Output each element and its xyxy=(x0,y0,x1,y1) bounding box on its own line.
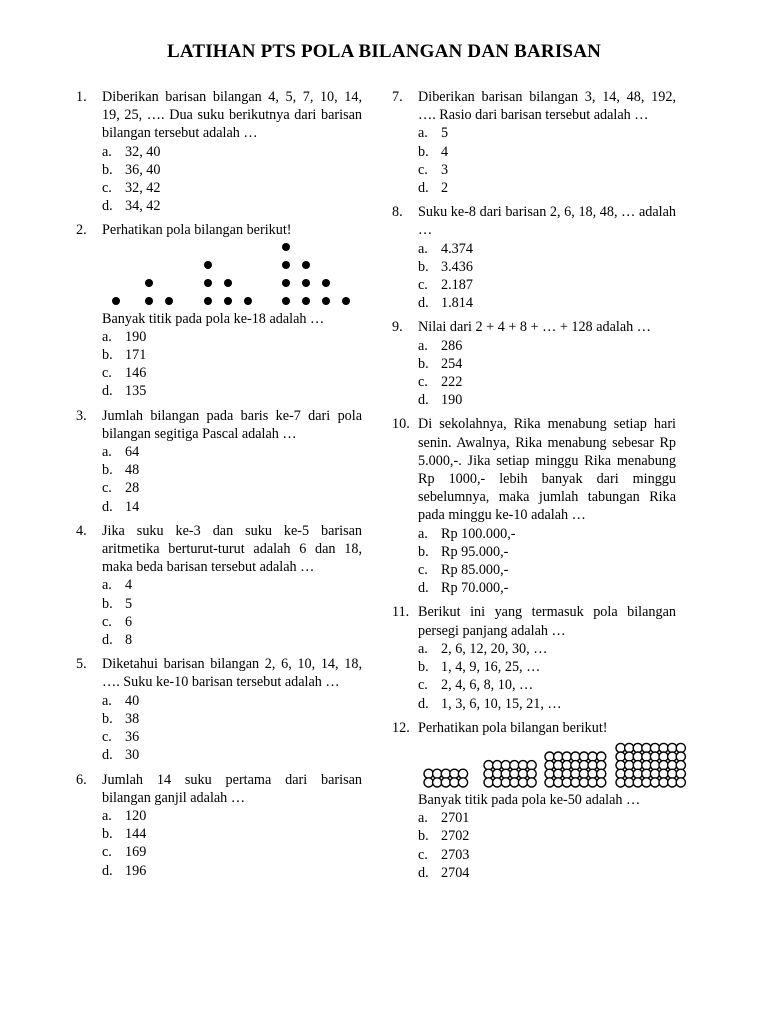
dot xyxy=(633,778,642,787)
dot xyxy=(554,761,563,770)
options xyxy=(418,240,676,313)
option[interactable]: b. 38 xyxy=(102,710,140,727)
dot xyxy=(642,743,651,752)
question-text: Di sekolahnya, Rika menabung setiap hari senin. Awalnya, Rika menabung sebesar Rp 5.000,-. Jika setiap minggu Rika menabung Rp 1000,- lebih banyak dari minggu sebelumnya, maka jumlah tabungan Rika pada minggu ke-10 adalah … xyxy=(418,416,676,524)
dot xyxy=(493,769,502,778)
dot xyxy=(676,778,685,787)
option[interactable]: b. 48 xyxy=(102,462,140,479)
dot xyxy=(616,743,625,752)
dot xyxy=(450,769,459,778)
option[interactable]: d. 135 xyxy=(102,383,147,400)
options xyxy=(102,807,362,880)
dot xyxy=(510,778,519,787)
question-number: 12. xyxy=(392,719,410,736)
option[interactable]: d. 8 xyxy=(102,632,133,649)
question-text: Jumlah bilangan pada baris ke-7 dari pola bilangan segitiga Pascal adalah … xyxy=(102,407,362,442)
option[interactable]: d. 1, 3, 6, 10, 15, 21, … xyxy=(418,695,562,712)
question-number: 7. xyxy=(392,89,403,105)
options xyxy=(418,640,676,713)
dot xyxy=(659,761,668,770)
dot xyxy=(659,778,668,787)
option[interactable]: d. 34, 42 xyxy=(102,198,161,215)
option[interactable]: b. 144 xyxy=(102,826,147,843)
option[interactable]: c. 6 xyxy=(102,613,133,630)
dot xyxy=(650,778,659,787)
dot xyxy=(676,752,685,761)
dot xyxy=(433,778,442,787)
option[interactable]: c. 28 xyxy=(102,480,140,497)
option[interactable]: a. 190 xyxy=(102,328,147,345)
dot xyxy=(597,778,606,787)
options xyxy=(418,525,676,598)
dot xyxy=(668,761,677,770)
dot xyxy=(424,778,433,787)
option[interactable]: a. 4.374 xyxy=(418,240,473,257)
dot xyxy=(458,778,467,787)
question-text-after: Banyak titik pada pola ke-50 adalah … xyxy=(418,791,641,808)
rectangular-dot-pattern-figure xyxy=(418,737,688,791)
question-text: Perhatikan pola bilangan berikut! xyxy=(418,719,608,736)
question-number: 3. xyxy=(76,407,87,424)
option[interactable]: d. 2704 xyxy=(418,864,470,881)
dot xyxy=(484,778,493,787)
dot xyxy=(554,778,563,787)
option[interactable]: c. 3 xyxy=(418,161,449,178)
dot xyxy=(562,769,571,778)
dot xyxy=(579,778,588,787)
dot xyxy=(510,761,519,770)
dot xyxy=(659,743,668,752)
dot xyxy=(642,752,651,761)
option[interactable]: c. 2703 xyxy=(418,846,470,863)
question-text: Diberikan barisan bilangan 3, 14, 48, 192, …. Rasio dari barisan tersebut adalah … xyxy=(418,89,676,124)
question-number: 10. xyxy=(392,416,410,433)
dot xyxy=(458,769,467,778)
dot xyxy=(668,769,677,778)
option[interactable]: a. 32, 40 xyxy=(102,143,161,160)
dot xyxy=(597,752,606,761)
question-number: 11. xyxy=(392,604,410,621)
options xyxy=(418,124,676,197)
question-2 xyxy=(76,221,362,400)
dot xyxy=(527,761,536,770)
question-text: Perhatikan pola bilangan berikut! xyxy=(102,222,292,239)
question-text: Diberikan barisan bilangan 4, 5, 7, 10, 14, 19, 25, …. Dua suku berikutnya dari barisan bilangan tersebut adalah … xyxy=(102,89,362,142)
page-title: LATIHAN PTS POLA BILANGAN DAN BARISAN xyxy=(166,41,602,62)
dot xyxy=(597,761,606,770)
options xyxy=(102,143,362,216)
dot xyxy=(650,761,659,770)
question-number: 6. xyxy=(76,771,87,788)
dot xyxy=(441,769,450,778)
option[interactable]: a. 2, 6, 12, 20, 30, … xyxy=(418,640,548,657)
question-1 xyxy=(76,88,362,215)
option[interactable]: d. 190 xyxy=(418,392,463,409)
dot xyxy=(484,769,493,778)
dot xyxy=(588,752,597,761)
question-6 xyxy=(76,771,362,880)
question-12 xyxy=(392,719,676,882)
question-text: Jumlah 14 suku pertama dari barisan bilangan ganjil adalah … xyxy=(102,771,362,806)
dot xyxy=(562,752,571,761)
dot xyxy=(518,761,527,770)
dot xyxy=(579,769,588,778)
dot xyxy=(579,761,588,770)
dot xyxy=(562,761,571,770)
dot xyxy=(616,752,625,761)
question-text: Diketahui barisan bilangan 2, 6, 10, 14, 18, …. Suku ke-10 barisan tersebut adalah … xyxy=(102,656,362,691)
option[interactable]: d. Rp 70.000,- xyxy=(418,580,509,597)
option[interactable]: b. 2702 xyxy=(418,828,470,845)
dot xyxy=(668,743,677,752)
dot xyxy=(597,769,606,778)
option[interactable]: a. Rp 100.000,- xyxy=(418,525,516,542)
option[interactable]: c. 146 xyxy=(102,365,147,382)
option[interactable]: b. Rp 95.000,- xyxy=(418,543,509,560)
dot xyxy=(450,778,459,787)
dot xyxy=(659,752,668,761)
dot xyxy=(633,743,642,752)
question-text: Suku ke-8 dari barisan 2, 6, 18, 48, … adalah … xyxy=(418,204,676,239)
option[interactable]: b. 36, 40 xyxy=(102,161,161,178)
dot xyxy=(633,761,642,770)
option[interactable]: b. 4 xyxy=(418,143,449,160)
option[interactable]: b. 5 xyxy=(102,595,133,612)
question-number: 5. xyxy=(76,656,87,673)
dot xyxy=(668,752,677,761)
dot xyxy=(554,752,563,761)
question-number: 2. xyxy=(76,222,87,239)
dot xyxy=(571,769,580,778)
dot xyxy=(501,778,510,787)
right-column xyxy=(392,88,676,888)
dot xyxy=(545,761,554,770)
option[interactable]: d. 196 xyxy=(102,862,147,879)
dot xyxy=(545,752,554,761)
question-number: 9. xyxy=(392,319,403,336)
option[interactable]: a. 2701 xyxy=(418,810,470,827)
dot xyxy=(625,743,634,752)
dot xyxy=(616,761,625,770)
dot xyxy=(545,778,554,787)
dot xyxy=(650,743,659,752)
options xyxy=(418,337,676,410)
dot xyxy=(676,761,685,770)
question-7 xyxy=(392,88,676,197)
option[interactable]: c. 169 xyxy=(102,844,147,861)
question-number: 8. xyxy=(392,204,403,221)
dot xyxy=(554,769,563,778)
dot xyxy=(625,769,634,778)
dot xyxy=(588,778,597,787)
question-text-after: Banyak titik pada pola ke-18 adalah … xyxy=(102,310,325,327)
dot xyxy=(571,761,580,770)
question-10 xyxy=(392,415,676,597)
dot xyxy=(588,769,597,778)
option[interactable]: d. 1.814 xyxy=(418,295,473,312)
dot xyxy=(518,769,527,778)
option[interactable]: a. 286 xyxy=(418,337,463,354)
dot xyxy=(676,743,685,752)
option[interactable]: d. 14 xyxy=(102,498,140,515)
question-3 xyxy=(76,407,362,516)
options xyxy=(102,328,362,401)
left-column xyxy=(76,88,362,886)
options xyxy=(102,576,362,649)
question-9 xyxy=(392,318,676,409)
dot xyxy=(642,761,651,770)
triangular-dot-pattern-figure xyxy=(102,240,362,310)
option[interactable]: c. 2.187 xyxy=(418,277,473,294)
dot xyxy=(633,752,642,761)
option[interactable]: b. 3.436 xyxy=(418,258,473,275)
dot xyxy=(625,778,634,787)
dot xyxy=(433,769,442,778)
question-text: Nilai dari 2 + 4 + 8 + … + 128 adalah … xyxy=(418,319,651,336)
option[interactable]: a. 64 xyxy=(102,444,140,461)
dot xyxy=(579,752,588,761)
option[interactable]: c. 222 xyxy=(418,374,463,391)
dot xyxy=(501,769,510,778)
dot xyxy=(484,761,493,770)
dot xyxy=(588,761,597,770)
dot xyxy=(545,769,554,778)
question-8 xyxy=(392,203,676,312)
dot xyxy=(493,778,502,787)
option[interactable]: a. 5 xyxy=(418,125,449,142)
options xyxy=(102,692,362,765)
options xyxy=(102,443,362,516)
question-text: Jika suku ke-3 dan suku ke-5 barisan aritmetika berturut-turut adalah 6 dan 18, maka beda barisan tersebut adalah … xyxy=(102,522,362,576)
dot xyxy=(642,778,651,787)
option[interactable]: b. 1, 4, 9, 16, 25, … xyxy=(418,659,541,676)
dot xyxy=(650,752,659,761)
option[interactable]: b. 171 xyxy=(102,347,147,364)
dot xyxy=(527,769,536,778)
dot xyxy=(616,778,625,787)
option[interactable]: a. 120 xyxy=(102,807,147,824)
dot xyxy=(527,778,536,787)
dot xyxy=(668,778,677,787)
option[interactable]: a. 4 xyxy=(102,577,133,594)
option[interactable]: c. 36 xyxy=(102,729,140,746)
dot xyxy=(493,761,502,770)
options xyxy=(418,809,676,882)
question-number: 4. xyxy=(76,522,87,539)
dot xyxy=(659,769,668,778)
dot xyxy=(676,769,685,778)
dot xyxy=(625,752,634,761)
option[interactable]: d. 2 xyxy=(418,180,449,197)
question-text: Berikut ini yang termasuk pola bilangan persegi panjang adalah … xyxy=(418,604,676,639)
dot xyxy=(501,761,510,770)
question-11 xyxy=(392,603,676,712)
dot xyxy=(571,752,580,761)
question-number: 1. xyxy=(76,89,87,105)
dot xyxy=(650,769,659,778)
dot xyxy=(633,769,642,778)
dot xyxy=(571,778,580,787)
dot xyxy=(642,769,651,778)
dot xyxy=(616,769,625,778)
dot xyxy=(510,769,519,778)
option[interactable]: c. 2, 4, 6, 8, 10, … xyxy=(418,677,534,694)
dot xyxy=(562,778,571,787)
option[interactable]: c. 32, 42 xyxy=(102,180,161,197)
question-5 xyxy=(76,655,362,764)
dot xyxy=(518,778,527,787)
dot xyxy=(625,761,634,770)
option[interactable]: b. 254 xyxy=(418,355,463,372)
option[interactable]: a. 40 xyxy=(102,692,140,709)
dot xyxy=(424,769,433,778)
option[interactable]: d. 30 xyxy=(102,747,140,764)
option[interactable]: c. Rp 85.000,- xyxy=(418,562,509,579)
question-4 xyxy=(76,522,362,649)
dot xyxy=(441,778,450,787)
